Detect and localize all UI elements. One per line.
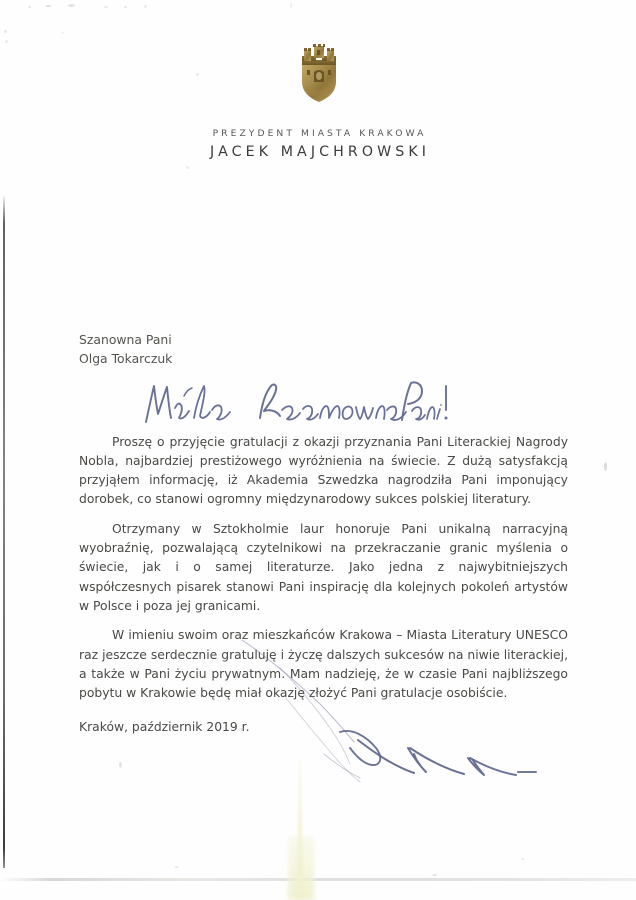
scan-speck [4, 30, 7, 33]
handwritten-signature-icon [236, 636, 636, 836]
scan-speck [46, 5, 51, 7]
scan-speck [68, 4, 75, 7]
scan-edge-artifact-bottom [0, 878, 636, 881]
scan-speck [104, 6, 108, 8]
krakow-coat-of-arms-emblem [293, 42, 345, 104]
letterhead-name: JACEK MAJCHROWSKI [210, 144, 431, 160]
body-paragraph: Otrzymany w Sztokholmie laur honoruje Pani unikalną narracyjną wyobraźnię, pozwalającą czytelnikowi na przekraczanie granic myślenia o świecie, jak i o samej literaturze. Jako jedna z najwybitniejszych współczesnych pisarek stanowi Pani inspirację dla kolejnych pokoleń artystów w Polsce i poza jej granicami. [79, 522, 568, 613]
scan-speck [290, 3, 292, 8]
scan-glare-artifact-lower [288, 836, 314, 900]
scan-speck [521, 858, 524, 860]
body-paragraph: W imieniu swoim oraz mieszkańców Krakowa – Miasta Literatury UNESCO raz jeszcze serdecznie gratuluję i życzę dalszych sukcesów na niwie literackiej, a także w Pani życiu prywatnym. Mam nadzieję, że w czasie Pani najbliższego pobytu w Krakowie będę miał okazję złożyć Pani gratulacje osobiście. [79, 628, 568, 700]
scan-speck [144, 5, 147, 8]
body-paragraph: Proszę o przyjęcie gratulacji z okazji przyznania Pani Literackiej Nagrody Nobla, najbardziej prestiżowego wyróżnienia na świecie. Z dużą satysfakcją przyjąłem informację, iż Akademia Szwedzka nagrodziła Pani imponujący dorobek, co stanowi ogromny międzynarodowy sukces polskiej literatury. [79, 435, 568, 507]
handwritten-salutation-icon [140, 378, 450, 430]
scan-speck [124, 6, 127, 8]
scan-speck [28, 6, 31, 8]
letterhead-title: PREZYDENT MIASTA KRAKOWA [212, 128, 427, 139]
scan-speck [5, 40, 8, 43]
addressee-line-salutation: Szanowna Pani [79, 332, 172, 347]
scan-speck [604, 462, 607, 471]
addressee-block [79, 331, 172, 368]
addressee-line-name: Olga Tokarczuk [79, 350, 173, 366]
dateline: Kraków, październik 2019 r. [79, 720, 250, 734]
scan-speck [196, 73, 199, 76]
scan-speck [119, 762, 122, 768]
scan-speck [186, 166, 189, 169]
scan-edge-artifact-left [3, 196, 5, 868]
scan-speck [432, 874, 437, 876]
scan-speck [61, 32, 64, 34]
scan-speck [175, 866, 179, 868]
